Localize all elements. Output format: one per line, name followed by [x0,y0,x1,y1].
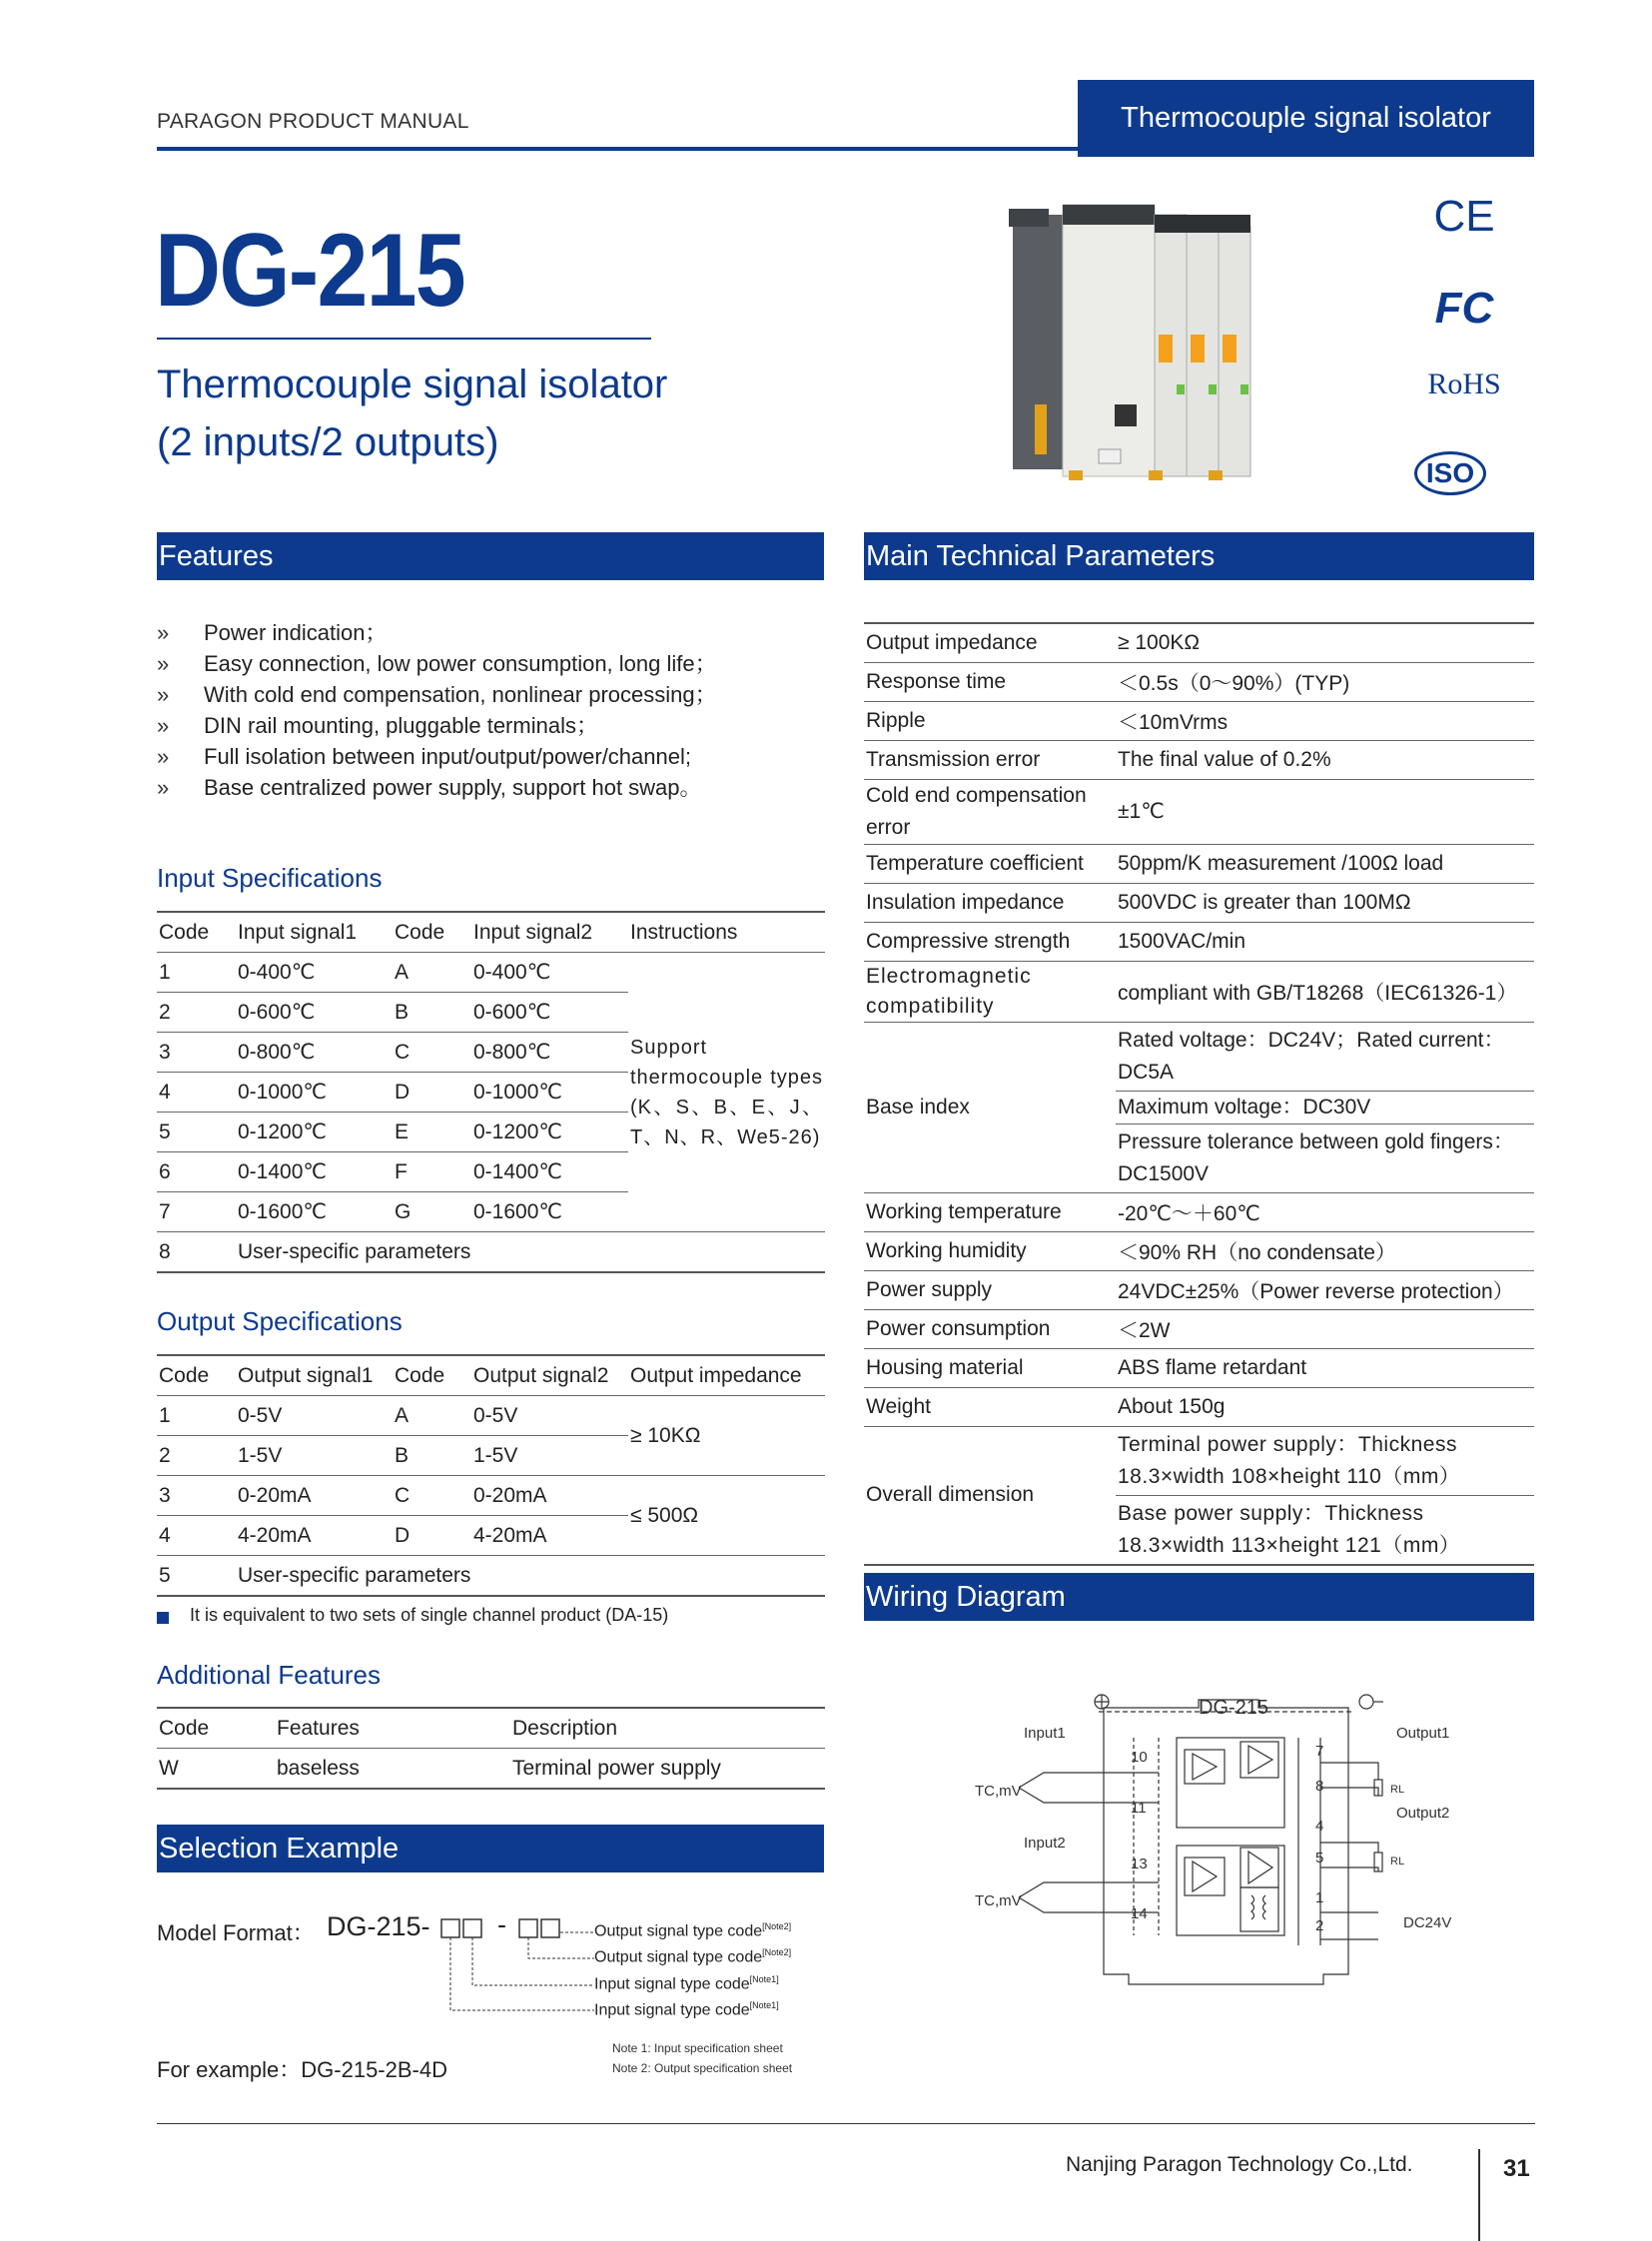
input-spec-title: Input Specifications [157,863,383,893]
cell: 4 [157,1516,236,1556]
table-row [864,883,1534,922]
additional-table [157,1707,825,1790]
param-label: Temperature coefficient [864,844,1116,883]
col-header: Input signal2 [471,912,628,953]
terminal-label: 2 [1315,1917,1324,1934]
tc1-label: TC,mV [975,1783,1022,1800]
param-label: Insulation impedance [864,883,1116,922]
cell: baseless [275,1749,510,1790]
rohs-mark: RoHS [1427,368,1501,400]
square-bullet-icon [157,1612,169,1624]
table-row [864,961,1534,1022]
param-value: ≥ 100KΩ [1116,623,1534,662]
impedance-voltage-cell: ≥ 10KΩ [628,1396,825,1476]
code-label [594,2000,779,2019]
param-label: Power consumption [864,1309,1116,1348]
cell: User-specific parameters [236,1556,825,1597]
col-header: Code [393,1355,471,1396]
terminal-label: 1 [1315,1889,1324,1906]
list-item [157,679,717,710]
tc2-label: TC,mV [975,1892,1022,1909]
cell: 0-1600℃ [471,1192,628,1232]
cell: 5 [157,1556,236,1597]
page-number: 31 [1503,2155,1530,2182]
code-label-text: Input signal type code [594,1975,750,1993]
table-row [864,1426,1534,1565]
param-value: -20℃～＋60℃ [1116,1192,1534,1231]
note-1: Note 1: Input specification sheet [612,2041,783,2055]
param-label: Ripple [864,701,1116,740]
cell: 0-1000℃ [236,1073,393,1113]
param-label: Electromagnetic compatibility [864,961,1116,1022]
param-value: Rated voltage：DC24V；Rated current：DC5A [1116,1023,1534,1092]
code-note: [Note2] [762,1921,792,1931]
cell: 4 [157,1073,236,1113]
param-label: Cold end compensation error [864,779,1116,844]
code-label-text: Output signal type code [594,1948,763,1966]
code-note: [Note1] [749,2000,779,2010]
feature-text: Power indication； [204,620,388,645]
iso-mark [1414,451,1486,495]
param-value: 500VDC is greater than 100MΩ [1116,883,1534,922]
list-item [157,772,717,803]
param-label: Transmission error [864,740,1116,779]
fcc-mark: FC [1434,284,1494,333]
params-table [864,622,1534,1566]
cell: 0-800℃ [236,1033,393,1073]
cell: Terminal power supply [510,1749,825,1790]
table-row [864,1192,1534,1231]
base-index-values [1116,1022,1534,1192]
table-row [864,922,1534,961]
table-row [157,1476,825,1516]
product-image [1009,195,1278,484]
cell: 0-400℃ [471,953,628,993]
example-text: For example：DG-215-2B-4D [157,2057,447,2082]
header-category: Thermocouple signal isolator [1078,80,1534,157]
param-value: The final value of 0.2% [1116,740,1534,779]
table-row [864,1270,1534,1309]
table-row [864,1231,1534,1270]
param-value: compliant with GB/T18268（IEC61326-1） [1116,961,1534,1022]
table-row [864,844,1534,883]
param-value: 50ppm/K measurement /100Ω load [1116,844,1534,883]
output-note: It is equivalent to two sets of single channel product (DA-15) [190,1605,669,1625]
additional-title: Additional Features [157,1660,382,1690]
cell: 0-600℃ [471,993,628,1033]
cell: G [393,1192,471,1232]
device-label: DG-215 [1199,1697,1269,1719]
rl1-label: RL [1390,1784,1405,1796]
param-label: Output impedance [864,623,1116,662]
param-value: ＜2W [1116,1309,1534,1348]
impedance-current-cell: ≤ 500Ω [628,1476,825,1556]
cell: 0-1400℃ [471,1152,628,1192]
code-label [594,1947,791,1966]
cell: 2 [157,1436,236,1476]
cell: 0-20mA [471,1476,628,1516]
cell: 3 [157,1033,236,1073]
bullet-icon: » [157,744,170,769]
cell: B [393,1436,471,1476]
rl2-label: RL [1390,1856,1405,1868]
input1-label: Input1 [1024,1725,1066,1742]
cell: B [393,993,471,1033]
feature-text: DIN rail mounting, pluggable terminals； [204,713,598,738]
cell: 0-1400℃ [236,1152,393,1192]
bullet-icon: » [157,713,170,738]
table-header-row [157,1708,825,1749]
ce-mark: CE [1433,192,1495,241]
table-row [864,662,1534,701]
output2-label: Output2 [1396,1805,1450,1822]
cell: 1-5V [236,1436,393,1476]
col-header: Description [510,1708,825,1749]
model-format-dash: - [497,1909,506,1939]
table-row [157,1232,825,1273]
bullet-icon: » [157,620,170,645]
cell: 1 [157,1396,236,1436]
table-row [864,740,1534,779]
product-model: DG-215 [155,213,464,329]
code-note: [Note2] [762,1947,792,1957]
company-name: Nanjing Paragon Technology Co.,Ltd. [1066,2153,1413,2176]
col-header: Code [393,912,471,953]
cell: 0-5V [236,1396,393,1436]
terminal-label: 4 [1315,1818,1324,1835]
col-header: Code [157,1355,236,1396]
cell: 0-5V [471,1396,628,1436]
subtitle-line-2: (2 inputs/2 outputs) [157,420,499,464]
col-header: Code [157,912,236,953]
terminal-label: 7 [1315,1743,1324,1760]
note-2: Note 2: Output specification sheet [612,2061,793,2075]
col-header: Output signal1 [236,1355,393,1396]
subtitle-line-1: Thermocouple signal isolator [157,363,668,406]
param-label: Working humidity [864,1231,1116,1270]
cell: C [393,1476,471,1516]
param-value: ±1℃ [1116,779,1534,844]
wiring-header: Wiring Diagram [864,1573,1534,1621]
model-format-prefix: DG-215- [327,1911,430,1941]
cell: 0-1600℃ [236,1192,393,1232]
param-value: ＜90% RH（no condensate） [1116,1231,1534,1270]
param-value: Terminal power supply：Thickness 18.3×width 108×height 110（mm） [1116,1427,1534,1496]
cell: F [393,1152,471,1192]
cell: A [393,953,471,993]
cell: 0-400℃ [236,953,393,993]
cell: 0-1200℃ [236,1113,393,1152]
param-label: Housing material [864,1348,1116,1387]
param-label: Weight [864,1387,1116,1426]
cell: A [393,1396,471,1436]
table-row [157,1396,825,1436]
cell: 0-800℃ [471,1033,628,1073]
cell: C [393,1033,471,1073]
param-value: ＜0.5s（0～90%）(TYP) [1116,662,1534,701]
cell: D [393,1516,471,1556]
code-label-text: Output signal type code [594,1922,763,1940]
cell: 0-1000℃ [471,1073,628,1113]
dimension-values [1116,1426,1534,1565]
cell: 3 [157,1476,236,1516]
param-value: Base power supply：Thickness 18.3×width 113×height 121（mm） [1118,1501,1461,1557]
table-row [864,1309,1534,1348]
list-item [157,617,717,648]
table-row [157,1749,825,1790]
terminal-label: 14 [1131,1905,1148,1922]
table-row [157,953,825,993]
table-row [864,1348,1534,1387]
cell: 0-1200℃ [471,1113,628,1152]
feature-text: With cold end compensation, nonlinear processing； [204,682,717,707]
output-spec-table [157,1354,825,1597]
col-header: Features [275,1708,510,1749]
param-value: ＜10mVrms [1116,701,1534,740]
param-value: Maximum voltage：DC30V [1116,1092,1534,1124]
params-header: Main Technical Parameters [864,532,1534,580]
table-header-row [157,912,825,953]
cell: 0-600℃ [236,993,393,1033]
terminal-label: 11 [1131,1800,1147,1817]
list-item [157,710,717,741]
col-header: Output impedance [628,1355,825,1396]
code-label [594,1974,779,1993]
param-label: Response time [864,662,1116,701]
table-row [864,623,1534,662]
footer-rule [157,2123,1535,2124]
terminal-label: 5 [1315,1850,1324,1867]
feature-text: Easy connection, low power consumption, long life； [204,651,717,676]
cell: 8 [157,1232,236,1273]
code-label-text: Input signal type code [594,2001,750,2019]
list-item [157,648,717,679]
param-value: ABS flame retardant [1116,1348,1534,1387]
table-row [864,701,1534,740]
wiring-diagram [959,1678,1518,1997]
features-header: Features [157,532,824,580]
cell: 5 [157,1113,236,1152]
col-header: Instructions [628,912,825,953]
iso-label: ISO [1425,457,1475,488]
cell: User-specific parameters [236,1232,825,1273]
cell: 4-20mA [471,1516,628,1556]
output-spec-title: Output Specifications [157,1306,403,1336]
footer-divider [1478,2149,1480,2241]
bullet-icon: » [157,682,170,707]
feature-text: Full isolation between input/output/power/channel; [204,744,691,769]
manual-title: PARAGON PRODUCT MANUAL [157,110,469,133]
product-subtitle [157,356,667,471]
col-header: Output signal2 [471,1355,628,1396]
table-row [864,1022,1534,1192]
param-label: Power supply [864,1270,1116,1309]
feature-text: Base centralized power supply, support hot swap。 [204,775,702,800]
cell: 4-20mA [236,1516,393,1556]
cell: D [393,1073,471,1113]
cell: W [157,1749,275,1790]
bullet-icon: » [157,651,170,676]
cell: E [393,1113,471,1152]
param-value: Pressure tolerance between gold fingers：DC1500V [1118,1129,1514,1185]
param-value: About 150g [1116,1387,1534,1426]
table-row [864,779,1534,844]
col-header: Code [157,1708,275,1749]
param-label: Base index [864,1022,1116,1192]
param-value: 1500VAC/min [1116,922,1534,961]
terminal-label: 10 [1131,1749,1148,1766]
table-header-row [157,1355,825,1396]
code-note: [Note1] [749,1974,779,1984]
instructions-cell: Support thermocouple types (K、S、B、E、J、T、N、R、We5-26) [628,953,825,1232]
header-rule [157,147,1078,151]
cell: 1-5V [471,1436,628,1476]
param-label: Overall dimension [864,1426,1116,1565]
selection-header: Selection Example [157,1825,824,1872]
param-label: Compressive strength [864,922,1116,961]
cell: 7 [157,1192,236,1232]
cell: 6 [157,1152,236,1192]
output1-label: Output1 [1396,1725,1450,1742]
table-row [157,1556,825,1597]
col-header: Input signal1 [236,912,393,953]
bullet-icon: » [157,775,170,800]
terminal-label: 13 [1131,1856,1148,1872]
terminal-label: 8 [1315,1778,1324,1795]
input-spec-table [157,911,825,1273]
cell: 0-20mA [236,1476,393,1516]
input2-label: Input2 [1024,1835,1066,1852]
table-row [864,1387,1534,1426]
param-value: 24VDC±25%（Power reverse protection） [1116,1270,1534,1309]
cell: 2 [157,993,236,1033]
list-item [157,741,717,772]
model-format-label: Model Format： [157,1920,315,1945]
model-underline [157,338,651,340]
features-list [157,617,717,803]
power-label: DC24V [1403,1914,1452,1931]
param-label: Working temperature [864,1192,1116,1231]
code-label [594,1921,791,1940]
cell: 1 [157,953,236,993]
